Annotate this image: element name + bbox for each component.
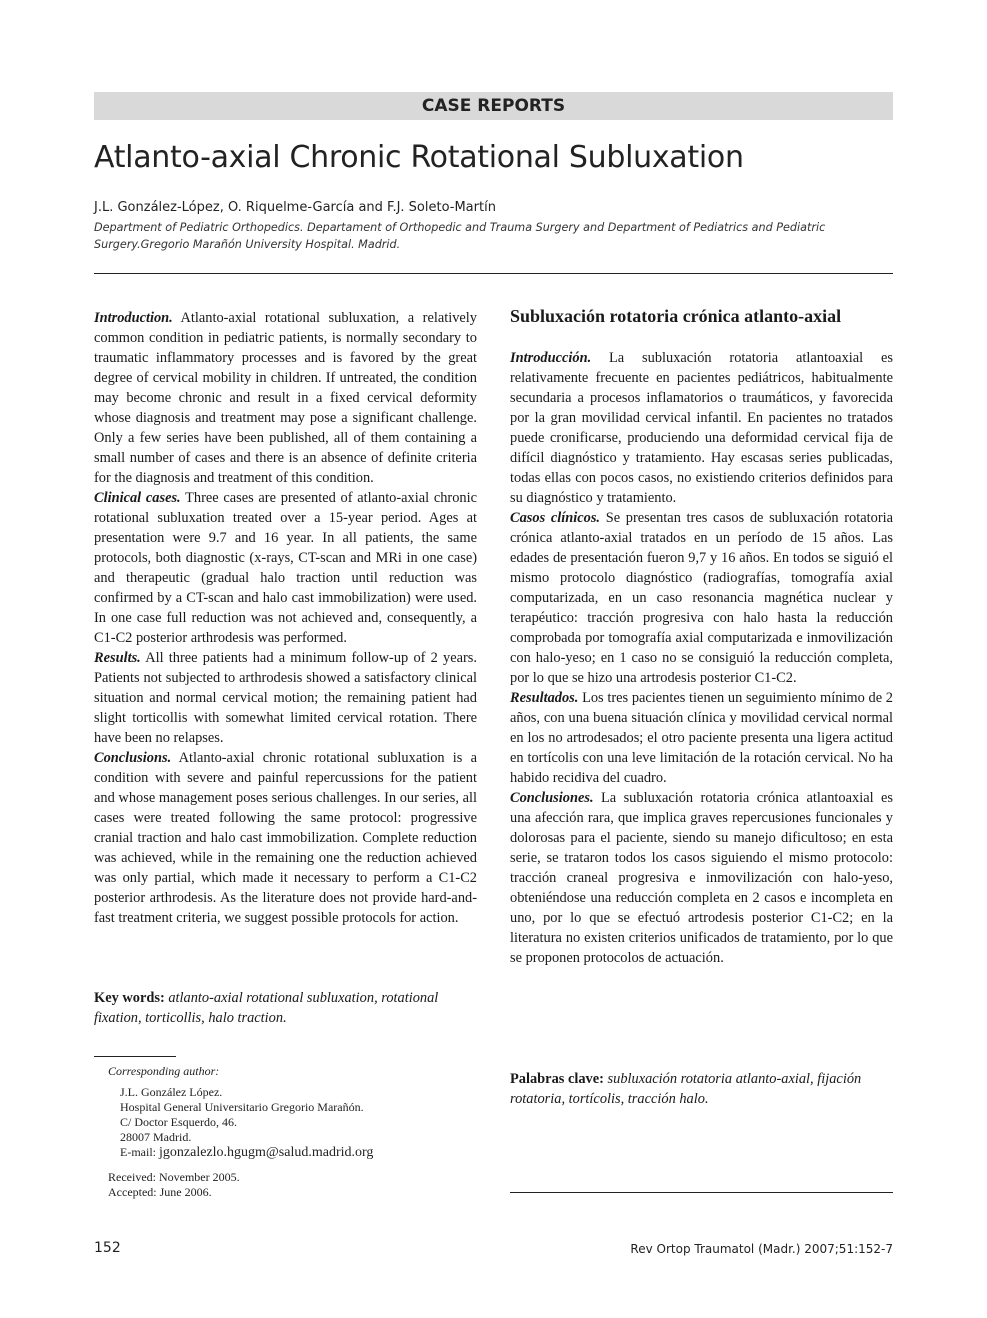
clinical-cases-label: Clinical cases. — [94, 490, 181, 506]
introduccion-text: La subluxación rotatoria atlantoaxial es relativamente frecuente en pacientes pediátricos, habitualmente secundaria a procesos inflamatorios o traumáticos, y favorecida por la gran movilidad cervical infantil. En pacientes no tratados puede cronificarse, produciendo una deformidad cervical fija de difícil diagnóstico y tratamiento. Hay escasas series publicadas, todas ellas con pocos casos, no existiendo criterios definidos para su diagnóstico y tratamiento. — [510, 350, 893, 506]
keywords-text: atlanto-axial rotational subluxation, rotational fixation, torticollis, halo traction. — [94, 990, 439, 1026]
footnote-divider — [94, 1056, 176, 1057]
spanish-column-end-divider — [510, 1192, 893, 1193]
abstract-introduction — [94, 308, 477, 488]
resumen-resultados — [510, 688, 893, 788]
correspondence-address — [120, 1085, 478, 1160]
abstract-clinical-cases — [94, 488, 477, 648]
abstract-conclusions — [94, 748, 477, 928]
palabras-clave-text: subluxación rotatoria atlanto-axial, fijación rotatoria, tortícolis, tracción halo. — [510, 1071, 862, 1107]
conclusiones-label: Conclusiones. — [510, 790, 594, 806]
email-link[interactable]: jgonzalezlo.hgugm@salud.madrid.org — [159, 1145, 374, 1160]
spanish-title: Subluxación rotatoria crónica atlanto-axial — [510, 306, 842, 326]
keywords-label: Key words: — [94, 990, 165, 1006]
resumen-conclusiones — [510, 788, 893, 968]
resultados-label: Resultados. — [510, 690, 579, 706]
correspondent-city: 28007 Madrid. — [120, 1130, 192, 1144]
palabras-clave-label: Palabras clave: — [510, 1071, 604, 1087]
conclusions-label: Conclusions. — [94, 750, 172, 766]
correspondence-block — [108, 1064, 478, 1200]
correspondent-name: J.L. González López. — [120, 1085, 223, 1099]
conclusiones-text: La subluxación rotatoria crónica atlantoaxial es una afección rara, que implica graves repercusiones funcionales y dolorosas para el paciente, siendo su manejo dificultoso; en esta serie, se trataron todos los casos siguiendo el mismo protocolo: tracción craneal progresiva e inmovilización con halo-yeso, obteniéndose una reducción completa en 2 casos e incompleta en uno, por lo que se efectuó artrodesis posterior C1-C2; en la literatura no existen criterios unificados de tratamiento, por lo que se proponen protocolos de actuación. — [510, 790, 893, 966]
introduction-label: Introduction. — [94, 310, 173, 326]
article-dates — [108, 1170, 478, 1200]
correspondent-email-line — [120, 1145, 478, 1160]
correspondent-street: C/ Doctor Esquerdo, 46. — [120, 1115, 237, 1129]
affiliation: Department of Pediatric Orthopedics. Departament of Orthopedic and Trauma Surgery and Department of Pediatrics and Pediatric Surgery.Gregorio Marañón University Hospital. Madrid. — [94, 221, 826, 251]
resumen-introduccion — [510, 348, 893, 508]
introduccion-label: Introducción. — [510, 350, 592, 366]
header-divider — [94, 273, 893, 274]
resumen-casos-clinicos — [510, 508, 893, 688]
keywords-spanish — [510, 1069, 893, 1109]
article-title: Atlanto-axial Chronic Rotational Subluxation — [94, 140, 744, 175]
email-label: E-mail: — [120, 1145, 159, 1159]
section-banner: CASE REPORTS — [94, 92, 893, 120]
conclusions-text: Atlanto-axial chronic rotational subluxation is a condition with severe and painful repercussions for the patient and whose management poses serious challenges. In our series, all cases were treated following the same protocol: progressive cranial traction and halo cast immobilization. Complete reduction was achieved, while in the remaining one the reduction achieved was only partial, which made it necessary to perform a C1-C2 posterior arthrodesis. As the literature does not provide hard-and-fast treatment criteria, we suggest possible protocols for action. — [94, 750, 477, 926]
received-date: Received: November 2005. — [108, 1170, 240, 1184]
correspondent-hospital: Hospital General Universitario Gregorio Marañón. — [120, 1100, 364, 1114]
casos-clinicos-label: Casos clínicos. — [510, 510, 601, 526]
journal-citation: Rev Ortop Traumatol (Madr.) 2007;51:152-7 — [630, 1242, 893, 1256]
casos-clinicos-text: Se presentan tres casos de subluxación rotatoria crónica atlanto-axial tratados en un período de 15 años. Las edades de presentación fueron 9,7 y 16 años. En todos se siguió el mismo protocolo diagnóstico (radiografías, tomografía axial computarizada, en un caso resonancia magnética nuclear y terapéutico: tracción progresiva con halo hasta la reducción comprobada por tomografía axial computarizada e inmovilización con halo-yeso; en 1 caso no se consiguió la reducción completa, por lo que se hizo una artrodesis posterior C1-C2. — [510, 510, 894, 686]
introduction-text: Atlanto-axial rotational subluxation, a relatively common condition in pediatric patients, is normally secondary to traumatic inflammatory processes and is favored by the great degree of cervical mobility in children. If untreated, the condition may become chronic and result in a fixed cervical deformity whose diagnosis and treatment may pose a significant challenge. Only a few series have been published, all of them containing a small number of cases and there is an absence of definite criteria for the diagnosis and treatment of this condition. — [94, 310, 477, 486]
page-number: 152 — [94, 1240, 121, 1256]
accepted-date: Accepted: June 2006. — [108, 1185, 212, 1199]
author-list: J.L. González-López, O. Riquelme-García and F.J. Soleto-Martín — [94, 200, 496, 215]
clinical-cases-text: Three cases are presented of atlanto-axial chronic rotational subluxation treated over a 15-year period. Ages at presentation were 9.7 and 16 year. In all patients, the same protocols, both diagnostic (x-rays, CT-scan and MRi in one case) and therapeutic (gradual halo traction until reduction was confirmed by a CT-scan and halo cast immobilization) were used. In one case full reduction was not achieved and, consequently, a C1-C2 posterior arthrodesis was performed. — [94, 490, 477, 646]
resultados-text: Los tres pacientes tienen un seguimiento mínimo de 2 años, con una buena situación clínica y movilidad cervical normal en los no artrodesados; el otro paciente presenta una ligera actitud en tortícolis con una leve limitación de la rotación cervical. No ha habido recidiva del cuadro. — [510, 690, 893, 786]
results-label: Results. — [94, 650, 141, 666]
abstract-spanish — [510, 348, 893, 968]
abstract-results — [94, 648, 477, 748]
abstract-english — [94, 308, 477, 928]
keywords-english — [94, 988, 477, 1028]
results-text: All three patients had a minimum follow-up of 2 years. Patients not subjected to arthrodesis showed a satisfactory clinical situation and normal cervical motion; the remaining patient had slight torticollis with somewhat limited cervical rotation. There have been no relapses. — [94, 650, 477, 746]
corresponding-author-label: Corresponding author: — [108, 1064, 220, 1078]
